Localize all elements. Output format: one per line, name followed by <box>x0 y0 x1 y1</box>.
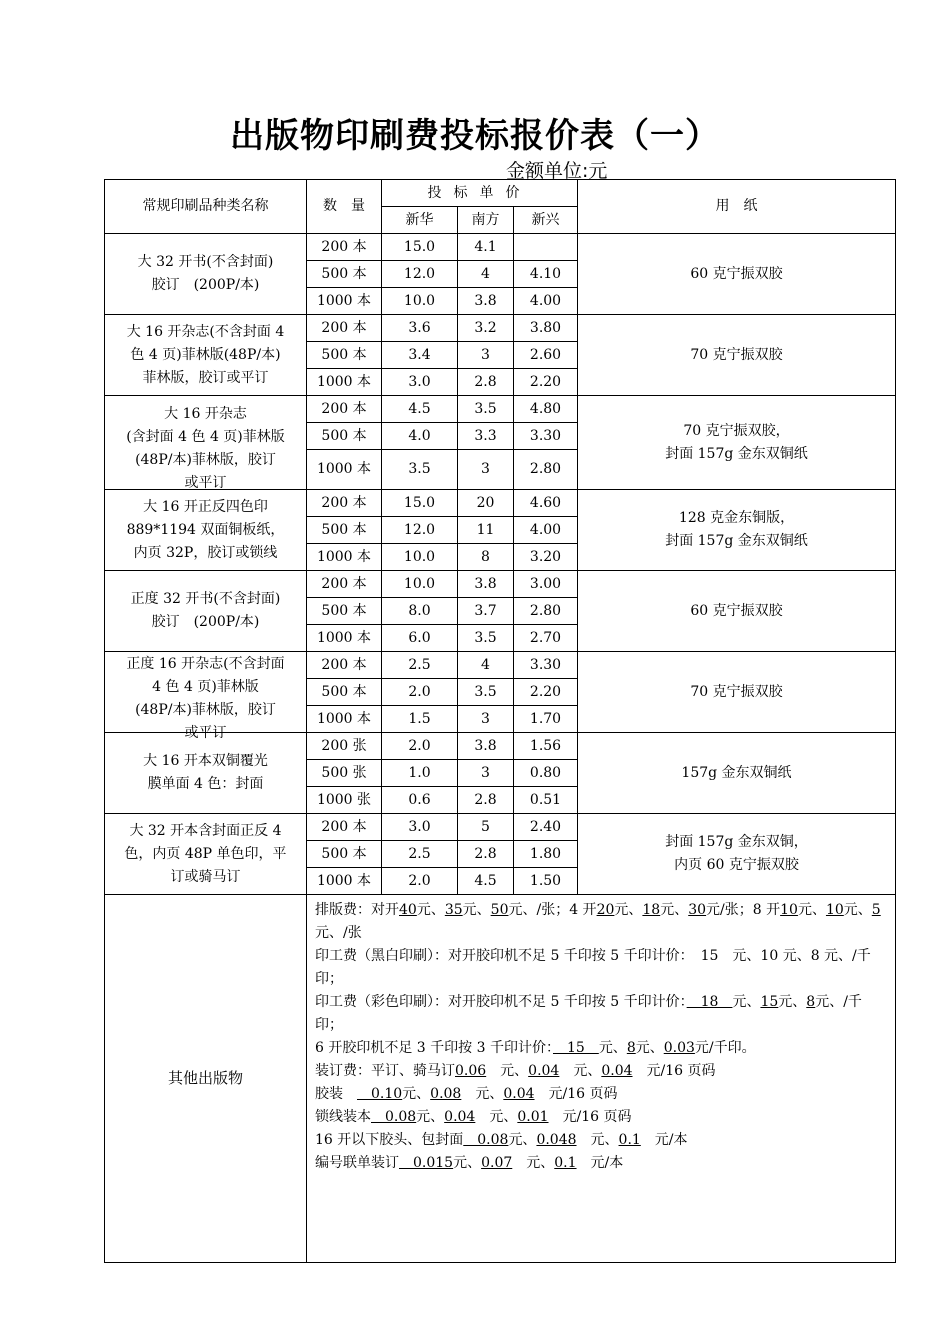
price-cell-xinhua: 3.6 <box>382 315 458 342</box>
price-cell-xinxing: 2.80 <box>514 450 578 490</box>
price-cell-xinhua: 6.0 <box>382 625 458 652</box>
price-cell-nanfang: 3.8 <box>458 288 514 315</box>
fee-text: 元、 <box>461 1086 504 1102</box>
price-cell-xinxing: 4.10 <box>514 261 578 288</box>
table-row <box>105 396 896 423</box>
paper-cell <box>578 571 896 652</box>
fee-text: 元/16 页码 <box>534 1086 618 1102</box>
price-cell-nanfang: 2.8 <box>458 369 514 396</box>
price-cell-nanfang: 11 <box>458 517 514 544</box>
other-publications-label: 其他出版物 <box>105 895 307 1263</box>
header-vendor-xinxing: 新兴 <box>514 207 578 234</box>
price-cell-xinxing: 1.56 <box>514 733 578 760</box>
price-cell-nanfang: 3.3 <box>458 423 514 450</box>
price-cell-xinhua: 15.0 <box>382 234 458 261</box>
price-cell-nanfang: 3.5 <box>458 396 514 423</box>
price-cell-nanfang: 4 <box>458 652 514 679</box>
item-name-line: 4 色 4 页)菲林版 <box>152 678 259 695</box>
price-cell-xinxing: 4.80 <box>514 396 578 423</box>
quantity-cell: 500 本 <box>307 423 382 450</box>
price-cell-nanfang: 2.8 <box>458 787 514 814</box>
price-cell-xinxing: 3.20 <box>514 544 578 571</box>
paper-cell <box>578 396 896 490</box>
price-cell-xinxing: 0.80 <box>514 760 578 787</box>
quantity-cell: 200 本 <box>307 396 382 423</box>
quantity-cell: 500 本 <box>307 679 382 706</box>
other-publications-row <box>105 895 896 1263</box>
item-name-line: 大 16 开杂志 <box>164 406 247 422</box>
fee-value: 8 <box>626 1040 636 1056</box>
quantity-cell: 200 本 <box>307 652 382 679</box>
fee-value: 0.08 <box>463 1132 509 1148</box>
price-cell-xinxing: 2.40 <box>514 814 578 841</box>
fee-value: 8 <box>806 994 816 1010</box>
quantity-cell: 500 本 <box>307 598 382 625</box>
price-cell-xinxing: 1.80 <box>514 841 578 868</box>
fee-text: 装订费：平订、骑马订 <box>315 1063 455 1079</box>
item-name-line: (48P/本)菲林版，胶订 <box>135 452 276 468</box>
fee-value: 5 <box>871 902 881 918</box>
quantity-cell: 1000 本 <box>307 369 382 396</box>
price-cell-xinhua: 8.0 <box>382 598 458 625</box>
quantity-cell: 200 张 <box>307 733 382 760</box>
price-cell-xinxing: 2.80 <box>514 598 578 625</box>
price-cell-xinhua: 10.0 <box>382 571 458 598</box>
fee-text: 元/16 页码 <box>632 1063 716 1079</box>
fee-value: 15 <box>552 1040 599 1056</box>
price-cell-xinxing: 4.60 <box>514 490 578 517</box>
fee-line <box>315 945 889 991</box>
fee-text: 元/张；8 开 <box>706 902 781 918</box>
fee-value: 10 <box>825 902 844 918</box>
fee-text: 元、 <box>635 1040 664 1056</box>
table-row <box>105 571 896 598</box>
price-cell-xinxing: 4.00 <box>514 517 578 544</box>
item-name-line: 正度 32 开书(不含封面) <box>130 591 281 607</box>
table-row <box>105 315 896 342</box>
price-cell-xinxing: 3.30 <box>514 423 578 450</box>
fee-value: 40 <box>399 902 417 918</box>
other-publications-details <box>307 895 896 1263</box>
price-cell-xinhua: 4.5 <box>382 396 458 423</box>
fee-value: 20 <box>596 902 615 918</box>
header-unit-price: 投标单价 <box>382 180 578 207</box>
item-name-line: 大 16 开杂志(不含封面 4 <box>126 323 285 340</box>
fee-text: 元、 <box>559 1063 602 1079</box>
fee-text: 元、 <box>576 1132 619 1148</box>
quantity-cell: 1000 本 <box>307 868 382 895</box>
fee-value: 0.04 <box>601 1063 633 1079</box>
price-cell-nanfang: 3 <box>458 342 514 369</box>
quantity-cell: 200 本 <box>307 571 382 598</box>
quantity-cell: 500 本 <box>307 517 382 544</box>
paper-line: 封面 157g 金东双铜纸 <box>665 533 808 549</box>
item-name-line: 菲林版，胶订或平订 <box>142 369 269 386</box>
paper-line: 128 克金东铜版， <box>678 510 795 526</box>
item-name-cell <box>105 733 307 814</box>
quotation-table <box>104 179 896 1263</box>
item-name-line: (48P/本)菲林版，胶订 <box>135 701 276 718</box>
item-name-line: 或平订 <box>184 724 227 741</box>
price-cell-nanfang: 3 <box>458 706 514 733</box>
fee-text: 元、 <box>462 902 491 918</box>
paper-line: 70 克宁振双胶 <box>690 683 783 700</box>
fee-line <box>315 1106 889 1129</box>
paper-cell <box>578 234 896 315</box>
fee-value: 0.1 <box>618 1132 641 1148</box>
fee-text: 元、 <box>486 1063 529 1079</box>
fee-text: 元、 <box>512 1155 555 1171</box>
fee-value: 15 <box>760 994 779 1010</box>
item-name-cell <box>105 234 307 315</box>
quantity-cell: 1000 张 <box>307 787 382 814</box>
fee-text: 元/千印。 <box>694 1040 756 1056</box>
fee-value: 0.015 <box>399 1155 454 1171</box>
fee-value: 35 <box>444 902 463 918</box>
fee-value: 0.08 <box>371 1109 417 1125</box>
price-cell-xinhua: 1.5 <box>382 706 458 733</box>
price-cell-xinhua: 3.5 <box>382 450 458 490</box>
table-row <box>105 814 896 841</box>
paper-line: 70 克宁振双胶 <box>690 346 783 363</box>
fee-value: 0.10 <box>357 1086 403 1102</box>
fee-text: 印工费（彩色印刷）：对开胶印机不足 5 千印按 5 千印计价： <box>315 994 687 1010</box>
item-name-line: 色，内页 48P 单色印，平 <box>124 845 287 862</box>
fee-value: 18 <box>642 902 661 918</box>
paper-cell <box>578 814 896 895</box>
quantity-cell: 200 本 <box>307 814 382 841</box>
paper-cell <box>578 733 896 814</box>
fee-value: 0.01 <box>517 1109 549 1125</box>
table-row <box>105 234 896 261</box>
currency-unit-note: 金额单位:元 <box>506 160 608 182</box>
paper-cell <box>578 315 896 396</box>
price-cell-xinhua: 2.0 <box>382 733 458 760</box>
item-name-line: 订或骑马订 <box>170 868 241 885</box>
price-cell-xinxing: 3.80 <box>514 315 578 342</box>
fee-value: 0.04 <box>444 1109 476 1125</box>
price-cell-nanfang: 5 <box>458 814 514 841</box>
fee-text: 元、 <box>475 1109 518 1125</box>
paper-line: 封面 157g 金东双铜， <box>665 834 808 850</box>
fee-text: 元/16 页码 <box>548 1109 632 1125</box>
price-cell-xinxing: 4.00 <box>514 288 578 315</box>
item-name-line: 或平订 <box>184 475 227 491</box>
fee-text: 16 开以下胶头、包封面 <box>315 1132 464 1148</box>
price-cell-nanfang: 3.7 <box>458 598 514 625</box>
paper-cell <box>578 490 896 571</box>
price-cell-nanfang: 3.5 <box>458 679 514 706</box>
price-cell-xinhua: 1.0 <box>382 760 458 787</box>
fee-text: 编号联单装订 <box>315 1155 399 1171</box>
quantity-cell: 200 本 <box>307 234 382 261</box>
price-cell-xinhua: 12.0 <box>382 261 458 288</box>
price-cell-xinhua: 15.0 <box>382 490 458 517</box>
price-cell-xinhua: 10.0 <box>382 288 458 315</box>
item-name-cell <box>105 571 307 652</box>
fee-value: 0.048 <box>536 1132 577 1148</box>
fee-text: 元、 <box>402 1086 431 1102</box>
price-cell-xinhua: 3.4 <box>382 342 458 369</box>
price-cell-xinhua: 3.0 <box>382 814 458 841</box>
price-cell-xinxing <box>514 234 578 261</box>
fee-text: 元、 <box>843 902 872 918</box>
quantity-cell: 500 本 <box>307 841 382 868</box>
fee-value: 0.04 <box>503 1086 535 1102</box>
fee-line <box>315 991 889 1037</box>
item-name-line: (含封面 4 色 4 页)菲林版 <box>126 429 285 445</box>
price-cell-xinhua: 0.6 <box>382 787 458 814</box>
price-cell-xinhua: 2.0 <box>382 679 458 706</box>
price-cell-xinxing: 2.20 <box>514 679 578 706</box>
header-qty: 数 量 <box>307 180 382 234</box>
fee-text: 排版费：对开 <box>315 902 399 918</box>
fee-value: 0.07 <box>481 1155 513 1171</box>
price-cell-nanfang: 2.8 <box>458 841 514 868</box>
price-cell-nanfang: 3.8 <box>458 571 514 598</box>
quantity-cell: 500 本 <box>307 261 382 288</box>
item-name-line: 膜单面 4 色：封面 <box>147 776 264 792</box>
fee-text: 元、 <box>797 902 826 918</box>
item-name-line: 大 32 开书(不含封面) <box>137 254 274 270</box>
item-name-line: 胶订 (200P/本) <box>151 277 260 293</box>
paper-line: 157g 金东双铜纸 <box>681 764 792 781</box>
fee-text: 印工费（黑白印刷）：对开胶印机不足 5 千印按 5 千印计价： 15 元、10 元、8 元、/千印； <box>315 948 871 987</box>
price-cell-xinhua: 2.5 <box>382 841 458 868</box>
fee-value: 10 <box>780 902 798 918</box>
item-name-line: 大 16 开本双铜覆光 <box>143 753 268 769</box>
price-cell-nanfang: 4.1 <box>458 234 514 261</box>
fee-text: 元/本 <box>640 1132 688 1148</box>
paper-line: 60 克宁振双胶 <box>690 602 783 619</box>
item-name-cell <box>105 396 307 490</box>
item-name-cell <box>105 814 307 895</box>
fee-text: 元、 <box>614 902 643 918</box>
fee-text: 6 开胶印机不足 3 千印按 3 千印计价： <box>315 1040 553 1056</box>
price-cell-xinxing: 2.20 <box>514 369 578 396</box>
item-name-cell <box>105 652 307 741</box>
fee-text: 锁线装本 <box>315 1109 371 1125</box>
header-vendor-xinhua: 新华 <box>382 207 458 234</box>
price-cell-nanfang: 3 <box>458 760 514 787</box>
fee-line <box>315 1060 889 1083</box>
paper-line: 60 克宁振双胶 <box>690 265 783 282</box>
quantity-cell: 200 本 <box>307 315 382 342</box>
fee-text: 元、 <box>416 902 445 918</box>
quantity-cell: 1000 本 <box>307 544 382 571</box>
price-cell-nanfang: 3.5 <box>458 625 514 652</box>
quantity-cell: 1000 本 <box>307 625 382 652</box>
fee-value: 0.08 <box>430 1086 462 1102</box>
fee-text: 元、/张 <box>315 925 362 941</box>
price-cell-xinhua: 4.0 <box>382 423 458 450</box>
price-cell-nanfang: 8 <box>458 544 514 571</box>
price-cell-xinhua: 12.0 <box>382 517 458 544</box>
price-cell-xinhua: 3.0 <box>382 369 458 396</box>
price-cell-xinxing: 1.70 <box>514 706 578 733</box>
item-name-line: 正度 16 开杂志(不含封面 <box>126 655 285 672</box>
quantity-cell: 500 本 <box>307 342 382 369</box>
quantity-cell: 200 本 <box>307 490 382 517</box>
paper-line: 70 克宁振双胶， <box>683 422 790 439</box>
paper-line: 封面 157g 金东双铜纸 <box>665 445 808 462</box>
item-name-line: 大 16 开正反四色印 <box>143 498 268 515</box>
fee-text: 元、 <box>508 1132 537 1148</box>
paper-cell <box>578 652 896 733</box>
price-cell-xinhua: 10.0 <box>382 544 458 571</box>
header-vendor-nanfang: 南方 <box>458 207 514 234</box>
price-cell-nanfang: 20 <box>458 490 514 517</box>
page-title: 出版物印刷费投标报价表（一） <box>230 116 720 156</box>
fee-text: 元、 <box>598 1040 627 1056</box>
price-cell-xinxing: 0.51 <box>514 787 578 814</box>
fee-text: 元、 <box>732 994 761 1010</box>
price-cell-xinxing: 3.00 <box>514 571 578 598</box>
fee-text: 元、 <box>453 1155 482 1171</box>
item-name-cell <box>105 315 307 396</box>
fee-line <box>315 1037 889 1060</box>
price-cell-nanfang: 3.2 <box>458 315 514 342</box>
price-cell-xinxing: 1.50 <box>514 868 578 895</box>
header-paper: 用 纸 <box>578 180 896 234</box>
fee-value: 18 <box>686 994 733 1010</box>
fee-value: 0.06 <box>455 1063 487 1079</box>
fee-value: 30 <box>688 902 707 918</box>
fee-value: 0.03 <box>663 1040 695 1056</box>
fee-text: 元/本 <box>576 1155 624 1171</box>
price-cell-xinxing: 3.30 <box>514 652 578 679</box>
header-name: 常规印刷品种类名称 <box>105 180 307 234</box>
price-cell-xinhua: 2.0 <box>382 868 458 895</box>
fee-value: 0.1 <box>554 1155 577 1171</box>
price-cell-nanfang: 4.5 <box>458 868 514 895</box>
fee-line <box>315 1152 889 1175</box>
fee-value: 50 <box>490 902 509 918</box>
quantity-cell: 500 张 <box>307 760 382 787</box>
fee-line <box>315 1083 889 1106</box>
fee-line <box>315 1129 889 1152</box>
fee-text: 元、/千印； <box>315 994 862 1033</box>
item-name-line: 内页 32P，胶订或锁线 <box>133 544 278 561</box>
fee-value: 0.04 <box>528 1063 560 1079</box>
item-name-line: 889*1194 双面铜板纸， <box>126 521 285 538</box>
quantity-cell: 1000 本 <box>307 706 382 733</box>
quantity-cell: 1000 本 <box>307 450 382 490</box>
item-name-line: 大 32 开本含封面正反 4 <box>129 822 282 839</box>
item-name-cell <box>105 490 307 571</box>
quantity-cell: 1000 本 <box>307 288 382 315</box>
price-cell-nanfang: 3 <box>458 450 514 490</box>
price-cell-nanfang: 3.8 <box>458 733 514 760</box>
fee-text: 元、/张；4 开 <box>508 902 597 918</box>
item-name-line: 色 4 页)菲林版(48P/本) <box>130 346 281 363</box>
table-row <box>105 652 896 679</box>
price-cell-nanfang: 4 <box>458 261 514 288</box>
price-cell-xinxing: 2.60 <box>514 342 578 369</box>
fee-line <box>315 899 889 945</box>
item-name-line: 胶订 (200P/本) <box>151 614 260 630</box>
fee-text: 元、 <box>660 902 689 918</box>
paper-line: 内页 60 克宁振双胶 <box>674 857 799 873</box>
fee-text: 元、 <box>416 1109 445 1125</box>
fee-text: 元、 <box>778 994 807 1010</box>
fee-text: 胶装 <box>315 1086 357 1102</box>
price-cell-xinhua: 2.5 <box>382 652 458 679</box>
price-cell-xinxing: 2.70 <box>514 625 578 652</box>
